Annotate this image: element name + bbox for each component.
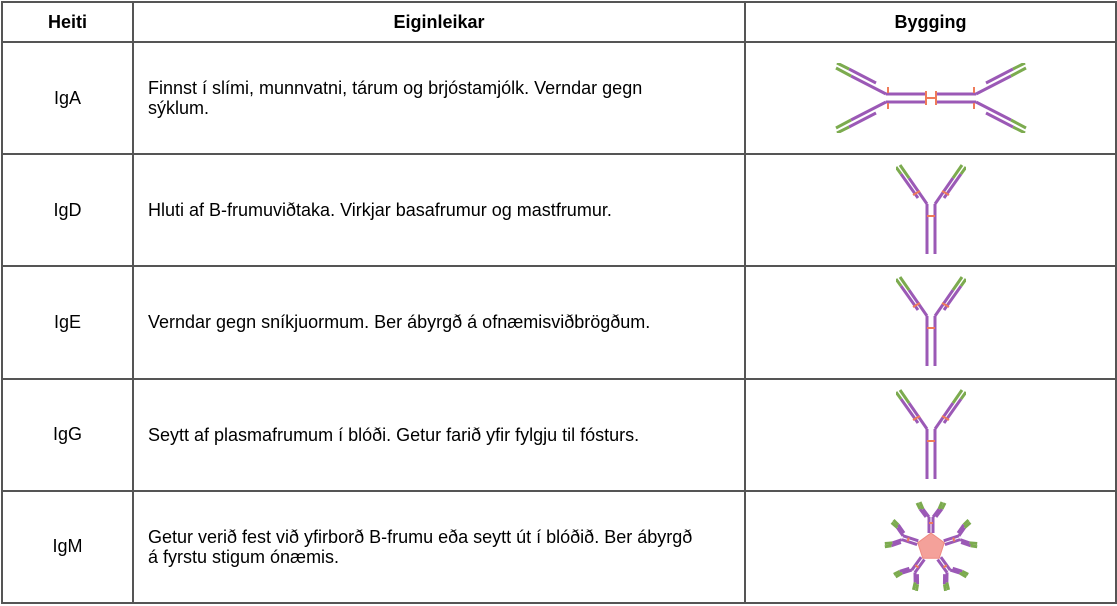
antibody-monomer-icon [896,276,966,368]
table-row [2,42,1116,154]
antibody-description: Seytt af plasmafrumum í blóði. Getur farið yfir fylgju til fósturs. [133,379,745,491]
table-row [2,491,1116,603]
header-properties: Eiginleikar [133,2,745,42]
antibody-name: IgE [2,266,133,378]
antibody-monomer-icon [896,389,966,481]
header-structure: Bygging [745,2,1116,42]
antibody-name: IgM [2,491,133,603]
immunoglobulin-table [1,1,1117,604]
header-name: Heiti [2,2,133,42]
antibody-description: Verndar gegn sníkjuormum. Ber ábyrgð á ofnæmisviðbrögðum. [133,266,745,378]
antibody-description: Hluti af B-frumuviðtaka. Virkjar basafrumur og mastfrumur. [133,154,745,266]
table-row [2,154,1116,266]
antibody-description: Getur verið fest við yfirborð B-frumu eða seytt út í blóðið. Ber ábyrgð á fyrstu stigum ónæmis. [133,491,745,603]
antibody-name: IgG [2,379,133,491]
table-row [2,266,1116,378]
iga-dimer-icon [831,63,1031,133]
igm-pentamer-icon [876,497,986,597]
antibody-name: IgD [2,154,133,266]
table-header-row [2,2,1116,42]
antibody-description: Finnst í slími, munnvatni, tárum og brjóstamjólk. Verndar gegn sýklum. [133,42,745,154]
antibody-name: IgA [2,42,133,154]
antibody-monomer-icon [896,164,966,256]
table-row [2,379,1116,491]
